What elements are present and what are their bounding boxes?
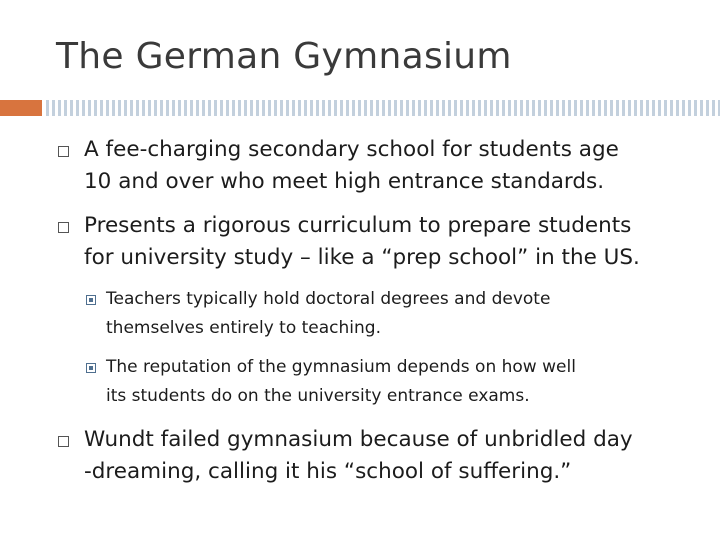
sub-bullet-text-line: themselves entirely to teaching. [106, 318, 381, 338]
bullet-text-line: for university study – like a “prep school” in the US. [84, 245, 640, 270]
bullet-text-line: Presents a rigorous curriculum to prepare students [84, 213, 632, 238]
filled-square-bullet-icon [86, 363, 96, 373]
bullet-text-line: A fee-charging secondary school for students age [84, 137, 619, 162]
hollow-square-bullet-icon [58, 146, 69, 157]
title-accent-bar [0, 100, 42, 116]
hollow-square-bullet-icon [58, 436, 69, 447]
sub-bullet-text-line: The reputation of the gymnasium depends on how well [106, 357, 576, 377]
hollow-square-bullet-icon [58, 222, 69, 233]
bullet-text-line: -dreaming, calling it his “school of suffering.” [84, 459, 572, 484]
sub-bullet-item [106, 353, 576, 411]
bullet-item [84, 424, 633, 488]
slide-title: The German Gymnasium [56, 36, 512, 77]
bullet-text-line: Wundt failed gymnasium because of unbridled day [84, 427, 633, 452]
sub-bullet-item [106, 285, 550, 343]
bullet-item [84, 134, 619, 198]
bullet-text-line: 10 and over who meet high entrance standards. [84, 169, 605, 194]
sub-bullet-text-line: Teachers typically hold doctoral degrees and devote [106, 289, 551, 309]
sub-bullet-text-line: its students do on the university entrance exams. [106, 386, 530, 406]
bullet-item [84, 210, 640, 274]
title-divider [46, 100, 720, 116]
filled-square-bullet-icon [86, 295, 96, 305]
